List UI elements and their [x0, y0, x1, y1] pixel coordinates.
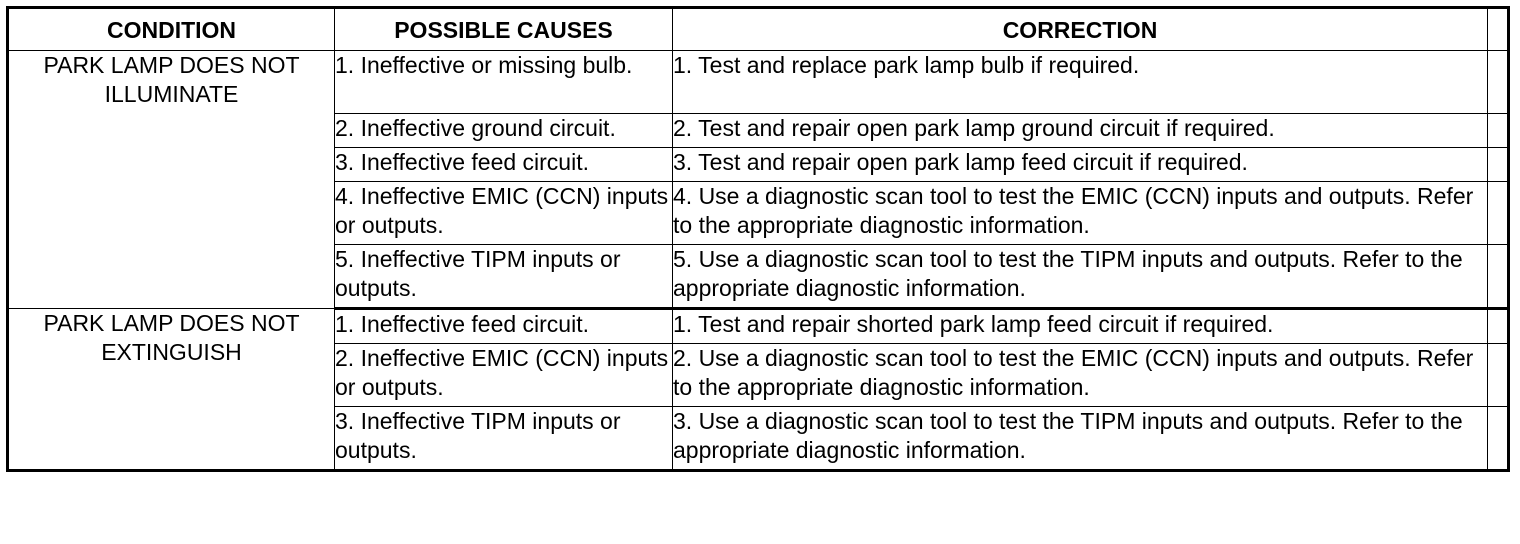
spare-cell	[1488, 182, 1509, 245]
correction-cell: 5. Use a diagnostic scan tool to test the TIPM inputs and outputs. Refer to the appropriate diagnostic information.	[673, 245, 1488, 309]
spare-cell	[1488, 51, 1509, 114]
cause-cell: 3. Ineffective feed circuit.	[335, 148, 673, 182]
spare-cell	[1488, 114, 1509, 148]
correction-cell: 2. Use a diagnostic scan tool to test the EMIC (CCN) inputs and outputs. Refer to the appropriate diagnostic information.	[673, 344, 1488, 407]
cause-cell: 5. Ineffective TIPM inputs or outputs.	[335, 245, 673, 309]
cause-cell: 4. Ineffective EMIC (CCN) inputs or outputs.	[335, 182, 673, 245]
header-correction: CORRECTION	[673, 8, 1488, 51]
spare-cell	[1488, 148, 1509, 182]
table-header-row	[8, 8, 1509, 51]
header-possible-causes: POSSIBLE CAUSES	[335, 8, 673, 51]
condition-cell: PARK LAMP DOES NOT EXTINGUISH	[8, 309, 335, 471]
correction-cell: 4. Use a diagnostic scan tool to test the EMIC (CCN) inputs and outputs. Refer to the appropriate diagnostic information.	[673, 182, 1488, 245]
cause-cell: 1. Ineffective feed circuit.	[335, 309, 673, 344]
header-condition: CONDITION	[8, 8, 335, 51]
correction-cell: 3. Test and repair open park lamp feed circuit if required.	[673, 148, 1488, 182]
header-spare-cell	[1488, 8, 1509, 51]
correction-cell: 1. Test and replace park lamp bulb if required.	[673, 51, 1488, 114]
cause-cell: 2. Ineffective EMIC (CCN) inputs or outputs.	[335, 344, 673, 407]
spare-cell	[1488, 309, 1509, 344]
spare-cell	[1488, 407, 1509, 471]
diagnostic-sheet	[6, 6, 1506, 538]
table-row	[8, 309, 1509, 344]
spare-cell	[1488, 344, 1509, 407]
cause-cell: 1. Ineffective or missing bulb.	[335, 51, 673, 114]
condition-cell: PARK LAMP DOES NOT ILLUMINATE	[8, 51, 335, 309]
correction-cell: 2. Test and repair open park lamp ground circuit if required.	[673, 114, 1488, 148]
cause-cell: 3. Ineffective TIPM inputs or outputs.	[335, 407, 673, 471]
diagnosis-table	[6, 6, 1510, 472]
table-row	[8, 51, 1509, 114]
cause-cell: 2. Ineffective ground circuit.	[335, 114, 673, 148]
spare-cell	[1488, 245, 1509, 309]
correction-cell: 1. Test and repair shorted park lamp feed circuit if required.	[673, 309, 1488, 344]
correction-cell: 3. Use a diagnostic scan tool to test the TIPM inputs and outputs. Refer to the appropriate diagnostic information.	[673, 407, 1488, 471]
